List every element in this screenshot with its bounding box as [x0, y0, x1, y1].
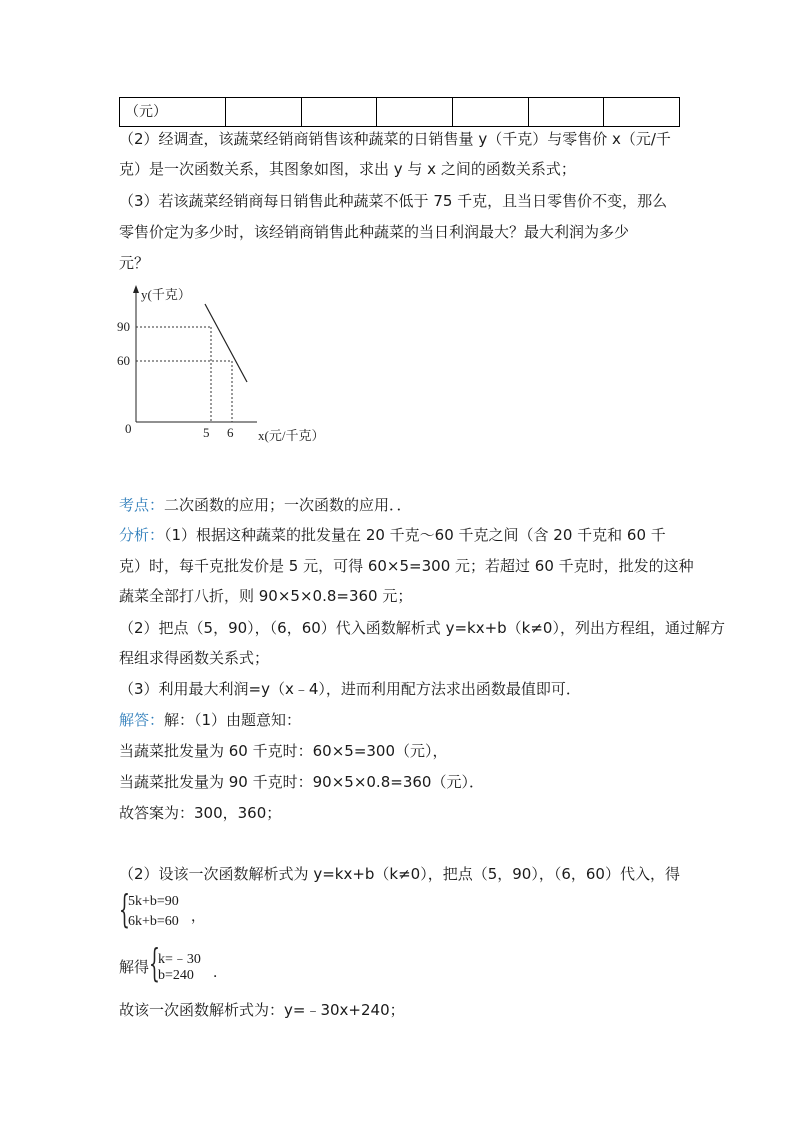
jieda-label: 解答：	[119, 711, 165, 729]
fenxi-label: 分析：	[119, 526, 165, 544]
answer-line-last: 故该一次函数解析式为：y=﹣30x+240；	[119, 1001, 405, 1019]
q3-line-2: 零售价定为多少时，该经销商销售此种蔬菜的当日利润最大？最大利润为多少	[119, 223, 630, 241]
answer-line-4: 故答案为：300，360；	[119, 804, 282, 822]
q2-line-2: 克）是一次函数关系，其图象如图，求出 y 与 x 之间的函数关系式；	[119, 160, 576, 178]
table-cell: （元）	[120, 98, 226, 127]
table-row	[120, 98, 680, 127]
fenxi-text-1: （1）根据这种蔬菜的批发量在 20 千克～60 千克之间（含 20 千克和 60 千	[164, 526, 666, 544]
function-graph-svg	[117, 280, 347, 450]
equation: k=﹣30	[158, 952, 201, 967]
x-tick-5: 5	[203, 425, 210, 440]
x-tick-6: 6	[227, 425, 234, 440]
answer-text-1: 解：（1）由题意知：	[164, 711, 302, 729]
brace-symbol: {	[149, 941, 160, 985]
kaodian-text: 二次函数的应用；一次函数的应用．．	[164, 496, 412, 514]
kaodian-label: 考点：	[119, 496, 165, 514]
y-tick-90: 90	[117, 319, 130, 334]
table-cell	[452, 98, 528, 127]
equation-system-1	[119, 887, 239, 936]
q3-line-3: 元？	[119, 254, 150, 272]
y-axis-arrow	[133, 285, 139, 293]
equation-tail: ，	[191, 910, 205, 925]
y-axis-label: y(千克）	[141, 287, 191, 302]
equation: 6k+b=60	[128, 914, 179, 929]
fenxi-line-4: （2）把点（5，90），（6，60）代入函数解析式 y=kx+b（k≠0），列出方程组，通过解方	[119, 619, 725, 637]
table-cell	[604, 98, 680, 127]
fenxi-line-3: 蔬菜全部打八折，则 90×5×0.8=360 元；	[119, 587, 413, 605]
table-cell	[528, 98, 604, 127]
fenxi-line-1	[119, 524, 666, 546]
solve-prefix: 解得	[119, 958, 150, 976]
answer-line-2: 当蔬菜批发量为 60 千克时：60×5=300（元），	[119, 742, 448, 760]
price-table	[119, 97, 680, 127]
equation: b=240	[158, 968, 194, 983]
answer-line-5: （2）设该一次函数解析式为 y=kx+b（k≠0），把点（5，90），（6，60）代入，得	[119, 865, 680, 883]
q2-line-1: （2）经调查，该蔬菜经销商销售该种蔬菜的日销售量 y（千克）与零售价 x（元/千	[119, 130, 671, 148]
x-axis-label: x(元/千克）	[258, 428, 325, 443]
table-cell	[226, 98, 302, 127]
table-cell	[377, 98, 453, 127]
equation: 5k+b=90	[128, 894, 179, 909]
brace-symbol: {	[119, 887, 130, 931]
jieda-line-1	[119, 709, 301, 731]
kaodian-line	[119, 494, 412, 516]
equation-system-2	[149, 941, 269, 990]
fenxi-line-5: 程组求得函数关系式；	[119, 649, 270, 667]
fenxi-line-6: （3）利用最大利润=y（x﹣4），进而利用配方法求出函数最值即可．	[119, 680, 581, 698]
answer-line-3: 当蔬菜批发量为 90 千克时：90×5×0.8=360（元）．	[119, 773, 484, 791]
table-cell	[301, 98, 377, 127]
equation-tail: ．	[213, 966, 227, 981]
origin-label: 0	[125, 421, 132, 436]
y-tick-60: 60	[117, 353, 130, 368]
function-graph	[117, 280, 347, 454]
fenxi-line-2: 克）时，每千克批发价是 5 元，可得 60×5=300 元；若超过 60 千克时，批发的这种	[119, 557, 694, 575]
q3-line-1: （3）若该蔬菜经销商每日销售此种蔬菜不低于 75 千克，且当日零售价不变，那么	[119, 192, 668, 210]
